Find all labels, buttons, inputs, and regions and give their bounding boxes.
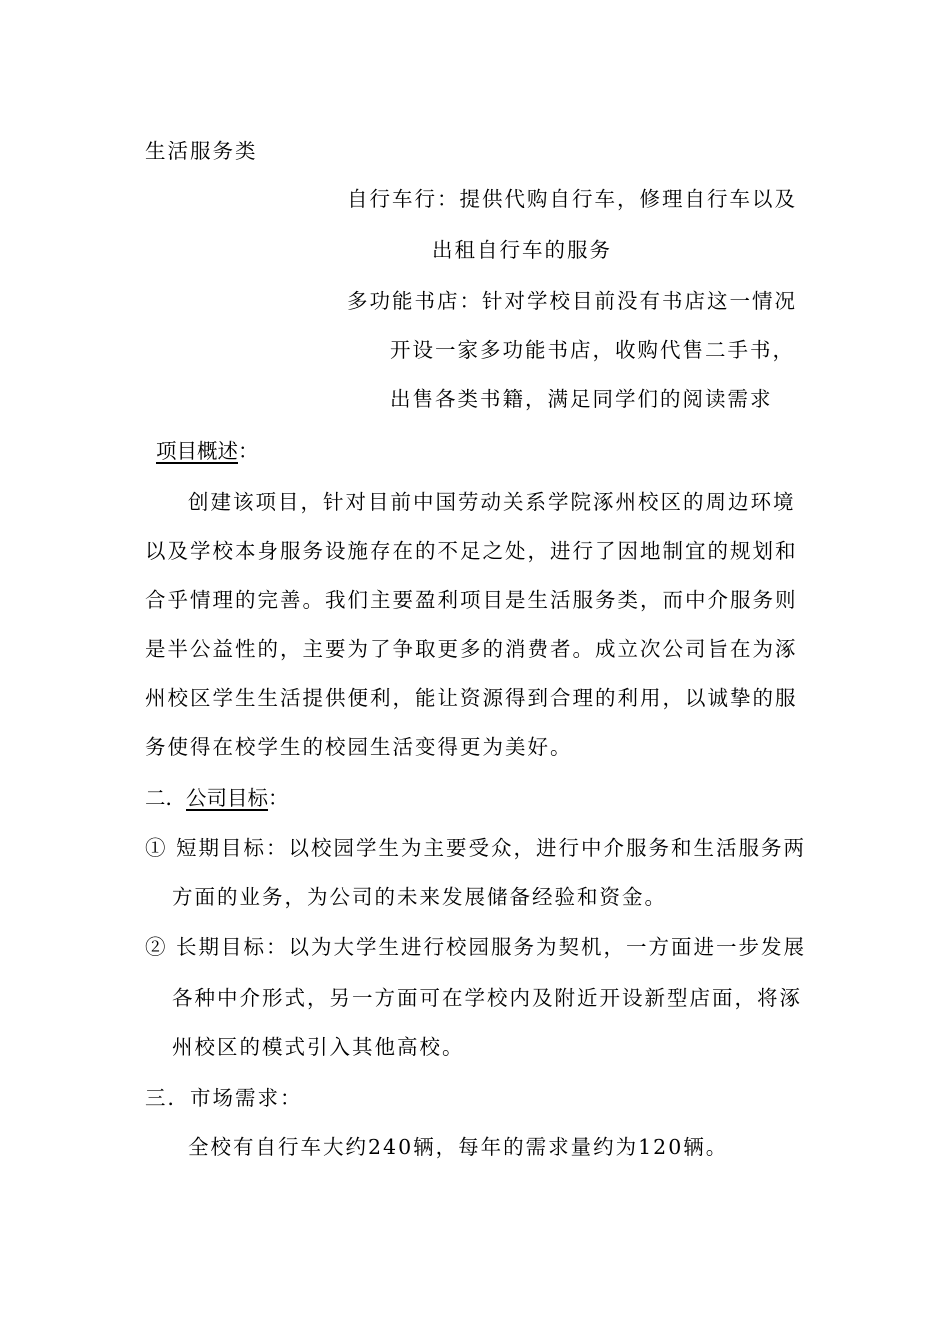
goal-short-term-line-1 [145,835,806,861]
section-3-heading: 三．市场需求： [145,1086,303,1110]
goal-short-term-text: 短期目标：以校园学生为主要受众，进行中介服务和生活服务两 [176,836,807,860]
service-bookstore-line-3: 出售各类书籍，满足同学们的阅读需求 [390,387,773,411]
overview-line-5: 州校区学生生活提供便利，能让资源得到合理的利用，以诚挚的服 [145,686,798,710]
overview-line-1: 创建该项目，针对目前中国劳动关系学院涿州校区的周边环境 [188,490,796,514]
overview-heading-colon: ： [238,439,259,463]
goal-long-term-line-3: 州校区的模式引入其他高校。 [172,1035,465,1059]
overview-heading [156,438,259,464]
service-bookstore-line-1: 多功能书店：针对学校目前没有书店这一情况 [347,289,797,313]
goal-long-term-text: 长期目标：以为大学生进行校园服务为契机，一方面进一步发展 [176,935,807,959]
overview-line-4: 是半公益性的，主要为了争取更多的消费者。成立次公司旨在为涿 [145,637,798,661]
section-2-heading [145,785,289,811]
section-2-heading-text: 公司目标 [186,786,268,810]
market-demand-line-1: 全校有自行车大约240辆，每年的需求量约为120辆。 [188,1135,729,1159]
category-title: 生活服务类 [145,139,258,163]
service-bike-shop-line-1: 自行车行：提供代购自行车，修理自行车以及 [347,187,797,211]
goal-long-term-line-2: 各种中介形式，另一方面可在学校内及附近开设新型店面，将涿 [172,986,802,1010]
overview-line-2: 以及学校本身服务设施存在的不足之处，进行了因地制宜的规划和 [145,539,798,563]
overview-line-3: 合乎情理的完善。我们主要盈利项目是生活服务类，而中介服务则 [145,588,798,612]
goal-short-term-line-2: 方面的业务，为公司的未来发展储备经验和资金。 [172,885,667,909]
service-bookstore-line-2: 开设一家多功能书店，收购代售二手书， [390,338,795,362]
section-2-heading-colon: ： [268,786,289,810]
goal-long-term-marker: ② [145,935,168,959]
service-bike-shop-line-2: 出租自行车的服务 [432,238,612,262]
overview-line-6: 务使得在校学生的校园生活变得更为美好。 [145,735,573,759]
section-2-number: 二． [145,786,186,810]
goal-long-term-line-1 [145,934,806,960]
overview-heading-text: 项目概述 [156,439,238,463]
goal-short-term-marker: ① [145,836,168,860]
